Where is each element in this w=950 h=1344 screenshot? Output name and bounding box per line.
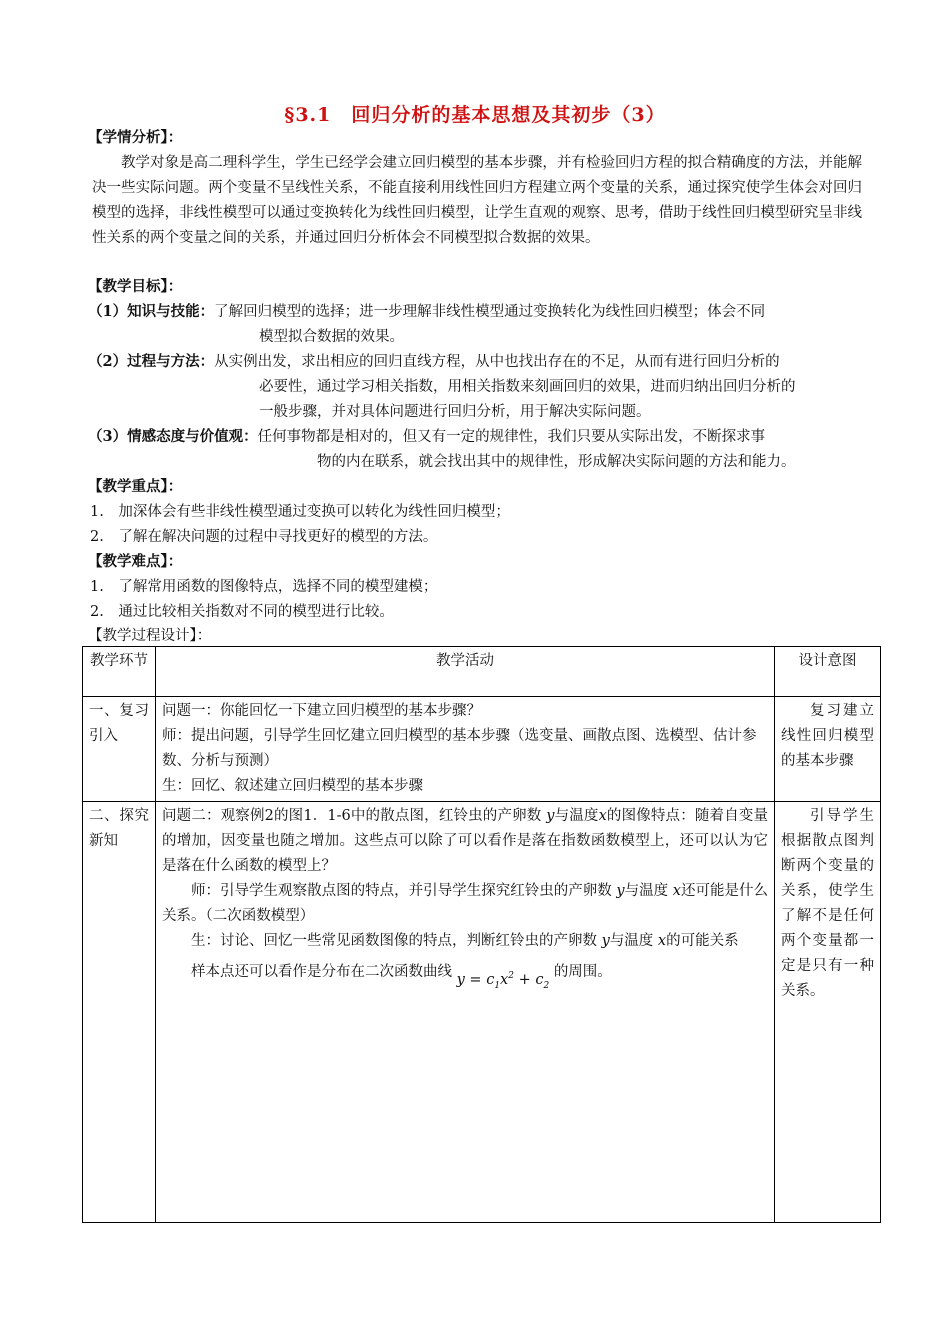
goal-2-label: （2）过程与方法：	[88, 353, 215, 370]
header-intent: 设计意图	[775, 647, 881, 697]
goal-2-text-cont1: 必要性，通过学习相关指数，用相关指数来刻画回归的效果，进而归纳出回归分析的	[259, 379, 796, 395]
difficulty-2: 2. 通过比较相关指数对不同的模型进行比较。	[90, 604, 394, 620]
activity-paragraph: 问题二：观察例2的图1．1-6中的散点图，红铃虫的产卵数 y与温度x的图像特点：随着自变量的增加，因变量也随之增加。这些点可以除了可以看作是落在指数函数模型上，还可以认为它是落在什么函数的模型上？	[162, 808, 769, 874]
table-row	[83, 697, 881, 802]
activity-cell	[156, 697, 775, 802]
quadratic-formula: $y = c_1x^2 + c_2$	[456, 971, 550, 991]
goal-1-text-cont: 模型拟合数据的效果。	[259, 329, 404, 345]
goal-2-text-cont2: 一般步骤，并对具体问题进行回归分析，用于解决实际问题。	[259, 404, 651, 420]
header-activity: 教学活动	[156, 647, 775, 697]
goal-3	[88, 427, 765, 447]
activity-paragraph: 生：讨论、回忆一些常见函数图像的特点，判断红铃虫的产卵数 y与温度 x的可能关系	[191, 933, 739, 949]
section-header-mubiao: 【教学目标】：	[88, 278, 183, 295]
section-header-nandian: 【教学难点】：	[88, 553, 183, 570]
key-point-2: 2. 了解在解决问题的过程中寻找更好的模型的方法。	[90, 529, 438, 545]
process-table	[82, 646, 881, 1223]
activity-line: 问题一：你能回忆一下建立回归模型的基本步骤？	[162, 703, 481, 719]
goal-3-text-cont: 物的内在联系，就会找出其中的规律性，形成解决实际问题的方法和能力。	[317, 454, 796, 470]
stage-cell: 一、复习引入	[83, 697, 156, 802]
key-point-1: 1. 加深体会有些非线性模型通过变换可以转化为线性回归模型；	[90, 504, 510, 520]
difficulty-1: 1. 了解常用函数的图像特点，选择不同的模型建模；	[90, 579, 438, 595]
intent-cell: 引导学生根据散点图判断两个变量的关系，使学生了解不是任何两个变量都一定是只有一种关系。	[775, 802, 881, 1223]
section-header-xueqing: 【学情分析】：	[88, 129, 183, 146]
goal-1-label: （1）知识与技能：	[88, 303, 215, 320]
section-header-guocheng: 【教学过程设计】：	[88, 628, 212, 644]
activity-paragraph: 样本点还可以看作是分布在二次函数曲线 $y = c_1x^2 + c_2$ 的周围。	[191, 963, 612, 991]
stage-cell: 二、探究新知	[83, 802, 156, 1223]
activity-paragraph: 师：引导学生观察散点图的特点，并引导学生探究红铃虫的产卵数 y与温度 x还可能是什么关系。（二次函数模型）	[162, 883, 769, 924]
goal-1-text: 了解回归模型的选择；进一步理解非线性模型通过变换转化为线性回归模型；体会不同	[214, 304, 766, 320]
table-header-row	[83, 647, 881, 697]
section-header-zhongdian: 【教学重点】：	[88, 478, 183, 495]
table-row	[83, 802, 881, 1223]
goal-1	[88, 302, 765, 322]
page-title: §3.1 回归分析的基本思想及其初步（3）	[284, 104, 666, 126]
activity-line: 师：提出问题，引导学生回忆建立回归模型的基本步骤（选变量、画散点图、选模型、估计参数、分析与预测）	[162, 728, 757, 769]
header-stage: 教学环节	[83, 647, 156, 697]
goal-2-text: 从实例出发，求出相应的回归直线方程，从中也找出存在的不足，从而有进行回归分析的	[214, 354, 780, 370]
activity-line: 生：回忆、叙述建立回归模型的基本步骤	[162, 778, 423, 794]
intent-cell: 复习建立线性回归模型的基本步骤	[775, 697, 881, 802]
goal-2	[88, 352, 780, 372]
activity-cell	[156, 802, 775, 1223]
goal-3-text: 任何事物都是相对的，但又有一定的规律性，我们只要从实际出发，不断探求事	[257, 429, 766, 445]
goal-3-label: （3）情感态度与价值观：	[88, 428, 258, 445]
xueqing-paragraph: 教学对象是高二理科学生，学生已经学会建立回归模型的基本步骤，并有检验回归方程的拟合精确度的方法，并能解决一些实际问题。两个变量不呈线性关系，不能直接利用线性回归方程建立两个变量的关系，通过探究使学生体会对回归模型的选择，非线性模型可以通过变换转化为线性回归模型，让学生直观的观察、思考，借助于线性回归模型研究呈非线性关系的两个变量之间的关系，并通过回归分析体会不同模型拟合数据的效果。	[92, 155, 862, 246]
